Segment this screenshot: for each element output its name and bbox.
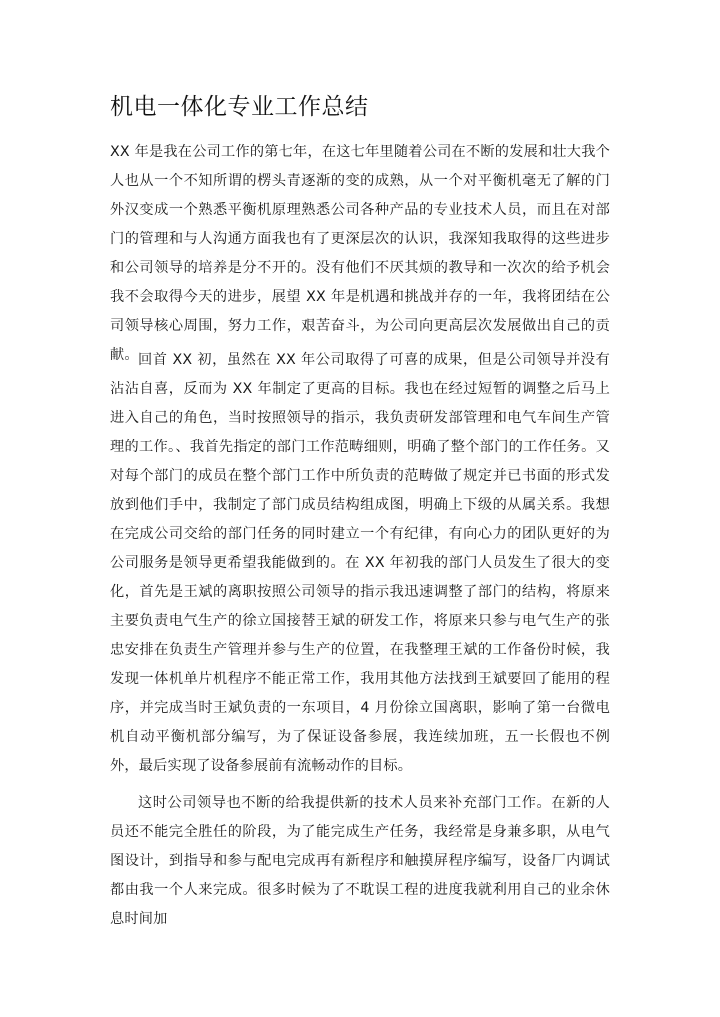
paragraph-review: 回首 XX 初，虽然在 XX 年公司取得了可喜的成果，但是公司领导并没有沾沾自喜，反而为 XX 年制定了更高的目标。我也在经过短暂的调整之后马上进入自己的角色，当时按照领导的指示，我负责研发部管理和电气车间生产管理的工作。、我首先指定的部门工作范畴细则，明确了整个部门的工作任务。又对每个部门的成员在整个部门工作中所负责的范畴做了规定并已书面的形式发放到他们手中，我制定了部门成员结构组成图，明确上下级的从属关系。我想在完成公司交给的部门任务的同时建立一个有纪律，有向心力的团队更好的为公司服务是领导更希望我能做到的。在 XX 年初我的部门人员发生了很大的变化，首先是王斌的离职按照公司领导的指示我迅速调整了部门的结构，将原来主要负责电气生产的徐立国接替王斌的研发工作，将原来只参与电气生产的张忠安排在负责生产管理并参与生产的位置，在我整理王斌的工作备份时候，我发现一体机单片机程序不能正常工作，我用其他方法找到王斌要回了能用的程序，并完成当时王斌负责的一东项目，4 月份徐立国离职，影响了第一台微电机自动平衡机部分编写，为了保证设备参展，我连续加班，五一长假也不例外，最后实现了设备参展前有流畅动作的目标。 — [110, 352, 610, 774]
paragraph-intro: XX 年是我在公司工作的第七年，在这七年里随着公司在不断的发展和壮大我个人也从一个不知所谓的楞头青逐渐的变的成熟，从一个对平衡机毫无了解的门外汉变成一个熟悉平衡机原理熟悉公司各种产品的专业技术人员，而且在对部门的管理和与人沟通方面我也有了更深层次的认识，我深知我取得的这些进步和公司领导的培养是分不开的。没有他们不厌其烦的教导和一次次的给予机会我不会取得今天的进步，展望 XX 年是机遇和挑战并存的一年，我将团结在公司领导核心周围，努力工作，艰苦奋斗，为公司向更高层次发展做出自己的贡献。 — [110, 144, 610, 363]
paragraph-staffing: 这时公司领导也不断的给我提供新的技术人员来补充部门工作。在新的人员还不能完全胜任的阶段，为了能完成生产任务，我经常是身兼多职，从电气图设计，到指导和参与配电完成再有新程序和触摸屏程序编写，设备厂内调试都由我一个人来完成。很多时候为了不耽误工程的进度我就利用自己的业余休息时间加 — [110, 795, 610, 927]
document-title: 机电一体化专业工作总结 — [110, 94, 369, 120]
